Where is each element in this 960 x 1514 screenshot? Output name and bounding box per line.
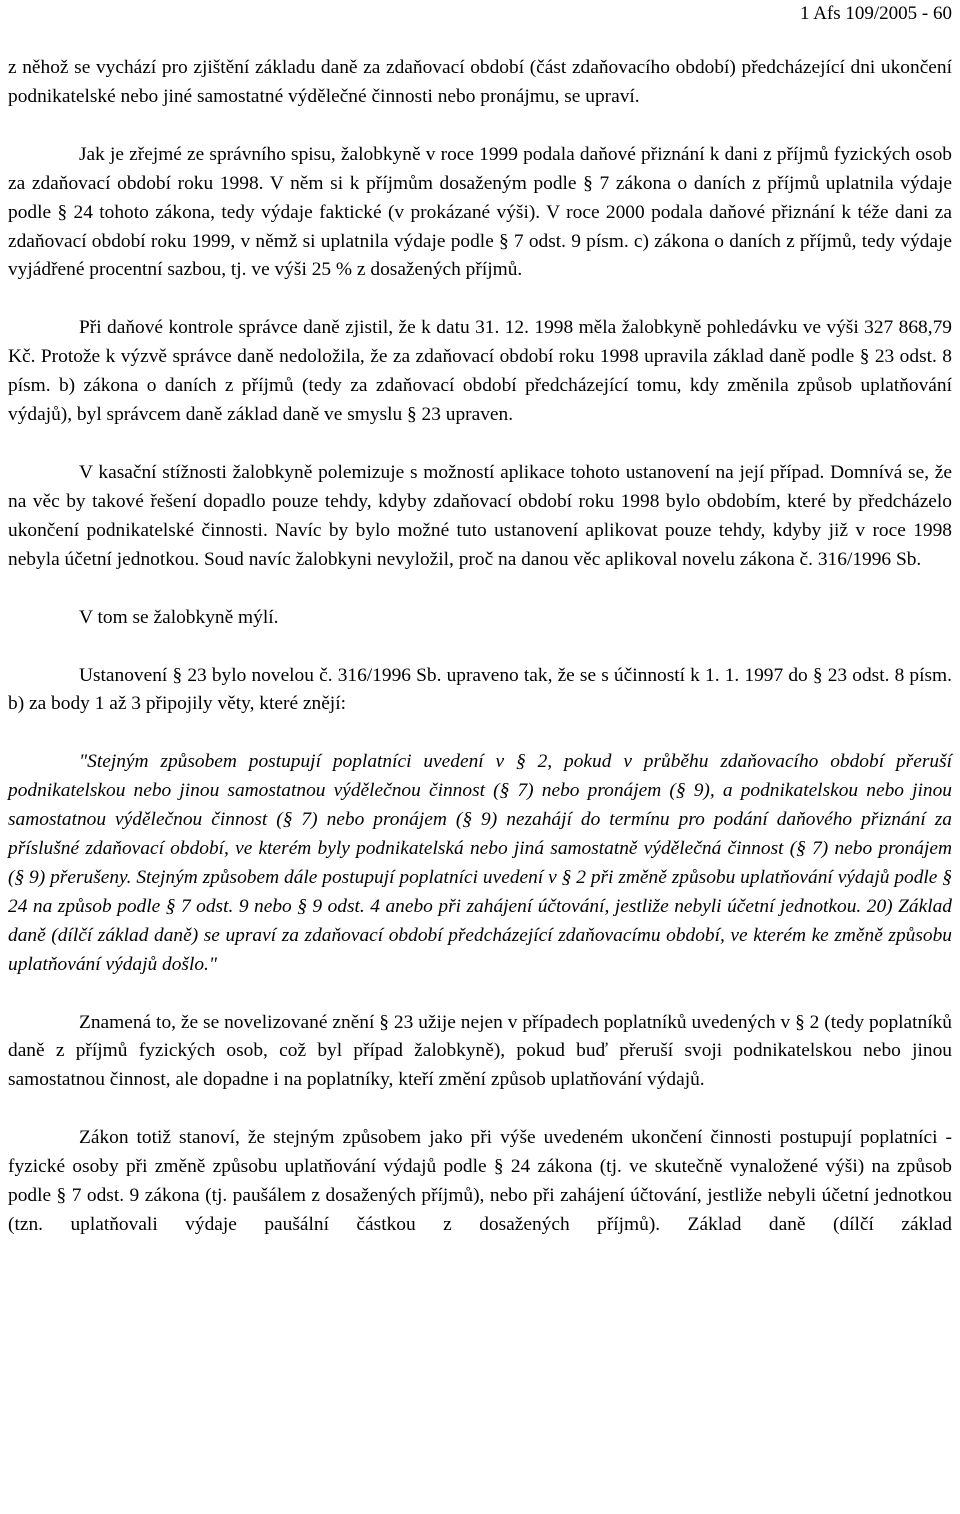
paragraph-tax-audit: Při daňové kontrole správce daně zjistil, že k datu 31. 12. 1998 měla žalobkyně pohledávku ve výši 327 868,79 Kč. Protože k výzvě správce daně nedoložila, že za zdaňovací období roku 1998 upravila základ daně podle § 23 odst. 8 písm. b) zákona o daních z příjmů (tedy za zdaňovací období předcházející tomu, kdy změnila způsob uplatňování výdajů), byl správcem daně základ daně ve smyslu § 23 upraven.	[8, 317, 952, 426]
quoted-statute: "Stejným způsobem postupují poplatníci uvedení v § 2, pokud v průběhu zdaňovacího období přeruší podnikatelskou nebo jinou samostatnou výdělečnou činnost (§ 7) nebo pronájem (§ 9), a podnikatelskou nebo jinou samostatnou výdělečnou činnost (§ 7) nebo pronájem (§ 9) nezahájí do termínu pro podání daňového přiznání za příslušné zdaňovací období, ve kterém byly podnikatelská nebo jiná samostatně výdělečná činnost (§ 7) nebo pronájem (§ 9) přerušeny. Stejným způsobem dále postupují poplatníci uvedení v § 2 při změně způsobu uplatňování výdajů podle § 24 na způsob podle § 7 odst. 9 nebo § 9 odst. 4 anebo při zahájení účtování, jestliže nebyli účetní jednotkou. 20) Základ daně (dílčí základ daně) se upraví za zdaňovací období předcházející zdaňovacímu období, ve kterém ke změně způsobu uplatňování výdajů došlo."	[8, 751, 952, 975]
paragraph-cassation-complaint: V kasační stížnosti žalobkyně polemizuje s možností aplikace tohoto ustanovení na její případ. Domnívá se, že na věc by takové řešení dopadlo pouze tehdy, kdyby zdaňovací období roku 1998 bylo obdobím, které by předcházelo ukončení podnikatelské činnosti. Navíc by bylo možné tuto ustanovení aplikovat pouze tehdy, kdyby již v roce 1998 nebyla účetní jednotkou. Soud navíc žalobkyni nevyložil, proč na danou věc aplikoval novelu zákona č. 316/1996 Sb.	[8, 461, 952, 570]
paragraph-continuation: z něhož se vychází pro zjištění základu daně za zdaňovací období (část zdaňovacího období) předcházející dni ukončení podnikatelské nebo jiné samostatné výdělečné činnosti nebo pronájmu, se upraví.	[8, 57, 952, 107]
paragraph-tax-return: Jak je zřejmé ze správního spisu, žalobkyně v roce 1999 podala daňové přiznání k dani z příjmů fyzických osob za zdaňovací období roku 1998. V něm si k příjmům dosaženým podle § 7 zákona o daních z příjmů uplatnila výdaje podle § 24 tohoto zákona, tedy výdaje faktické (v prokázané výši). V roce 2000 podala daňové přiznání k téže dani za zdaňovací období roku 1999, v němž si uplatnila výdaje podle § 7 odst. 9 písm. c) zákona o daních z příjmů, tedy výdaje vyjádřené procentní sazbou, tj. ve výši 25 % z dosažených příjmů.	[8, 143, 952, 281]
document-page	[8, 0, 952, 1240]
paragraph-amendment: Ustanovení § 23 bylo novelou č. 316/1996 Sb. upraveno tak, že se s účinností k 1. 1. 1997 do § 23 odst. 8 písm. b) za body 1 až 3 připojily věty, které znějí:	[8, 664, 952, 715]
paragraph-court-response: V tom se žalobkyně mýlí.	[79, 606, 279, 628]
paragraph-law-statement: Zákon totiž stanoví, že stejným způsobem jako při výše uvedeném ukončení činnosti postupují poplatníci - fyzické osoby při změně způsobu uplatňování výdajů podle § 24 zákona (tj. ve skutečně vynaložené výši) na způsob podle § 7 odst. 9 zákona (tj. paušálem z dosažených příjmů), nebo při zahájení účtování, jestliže nebyli účetní jednotkou (tzn. uplatňovali výdaje paušální částkou z dosažených příjmů). Základ daně (dílčí základ	[8, 1127, 952, 1235]
paragraph-interpretation: Znamená to, že se novelizované znění § 23 užije nejen v případech poplatníků uvedených v § 2 (tedy poplatníků daně z příjmů fyzických osob, což byl případ žalobkyně), pokud buď přeruší svoji podnikatelskou nebo jinou samostatnou činnost, ale dopadne i na poplatníky, kteří změní způsob uplatňování výdajů.	[8, 1011, 952, 1091]
case-reference: 1 Afs 109/2005 - 60	[800, 3, 952, 24]
